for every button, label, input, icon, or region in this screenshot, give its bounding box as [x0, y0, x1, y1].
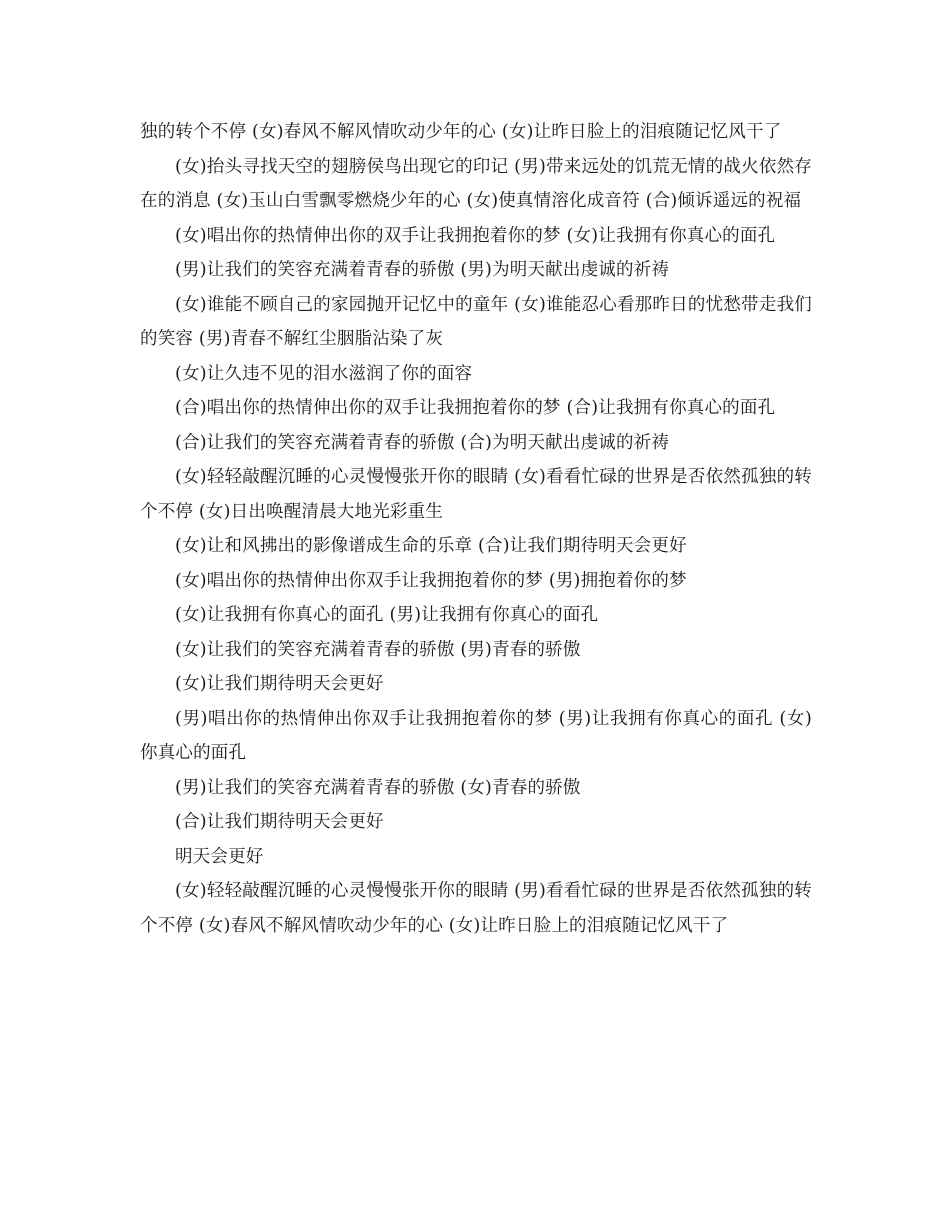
lyrics-body [140, 115, 812, 943]
paragraph: (女)抬头寻找天空的翅膀侯鸟出现它的印记 (男)带来远处的饥荒无情的战火依然存在的消息 (女)玉山白雪飘零燃烧少年的心 (女)使真情溶化成音符 (合)倾诉遥远的祝福 [140, 156, 812, 211]
paragraph: (合)让我们的笑容充满着青春的骄傲 (合)为明天献出虔诚的祈祷 [175, 432, 670, 453]
paragraph: (女)轻轻敲醒沉睡的心灵慢慢张开你的眼睛 (女)看看忙碌的世界是否依然孤独的转个不停 (女)日出唤醒清晨大地光彩重生 [140, 467, 812, 522]
paragraph: (男)唱出你的热情伸出你双手让我拥抱着你的梦 (男)让我拥有你真心的面孔 (女)你真心的面孔 [140, 708, 812, 763]
paragraph: (合)让我们期待明天会更好 [175, 812, 384, 832]
paragraph: (女)轻轻敲醒沉睡的心灵慢慢张开你的眼睛 (男)看看忙碌的世界是否依然孤独的转个不停 (女)春风不解风情吹动少年的心 (女)让昨日脸上的泪痕随记忆风干了 [140, 881, 812, 936]
paragraph: (女)唱出你的热情伸出你双手让我拥抱着你的梦 (男)拥抱着你的梦 [175, 570, 687, 591]
paragraph: (合)唱出你的热情伸出你的双手让我拥抱着你的梦 (合)让我拥有你真心的面孔 [175, 398, 776, 418]
paragraph: (女)唱出你的热情伸出你的双手让我拥抱着你的梦 (女)让我拥有你真心的面孔 [175, 225, 776, 246]
paragraph: 独的转个不停 (女)春风不解风情吹动少年的心 (女)让昨日脸上的泪痕随记忆风干了 [140, 122, 782, 142]
paragraph: (女)让和风拂出的影像谱成生命的乐章 (合)让我们期待明天会更好 [175, 536, 687, 556]
paragraph: (男)让我们的笑容充满着青春的骄傲 (女)青春的骄傲 [175, 777, 581, 798]
paragraph: (女)让久违不见的泪水滋润了你的面容 [175, 363, 473, 384]
paragraph: (女)谁能不顾自己的家园抛开记忆中的童年 (女)谁能忍心看那昨日的忧愁带走我们的笑容 (男)青春不解红尘胭脂沾染了灰 [140, 294, 812, 349]
paragraph: (女)让我们期待明天会更好 [175, 674, 384, 694]
paragraph: (男)让我们的笑容充满着青春的骄傲 (男)为明天献出虔诚的祈祷 [175, 260, 670, 280]
paragraph: (女)让我拥有你真心的面孔 (男)让我拥有你真心的面孔 [175, 605, 599, 625]
paragraph: (女)让我们的笑容充满着青春的骄傲 (男)青春的骄傲 [175, 639, 581, 660]
paragraph: 明天会更好 [175, 846, 264, 867]
